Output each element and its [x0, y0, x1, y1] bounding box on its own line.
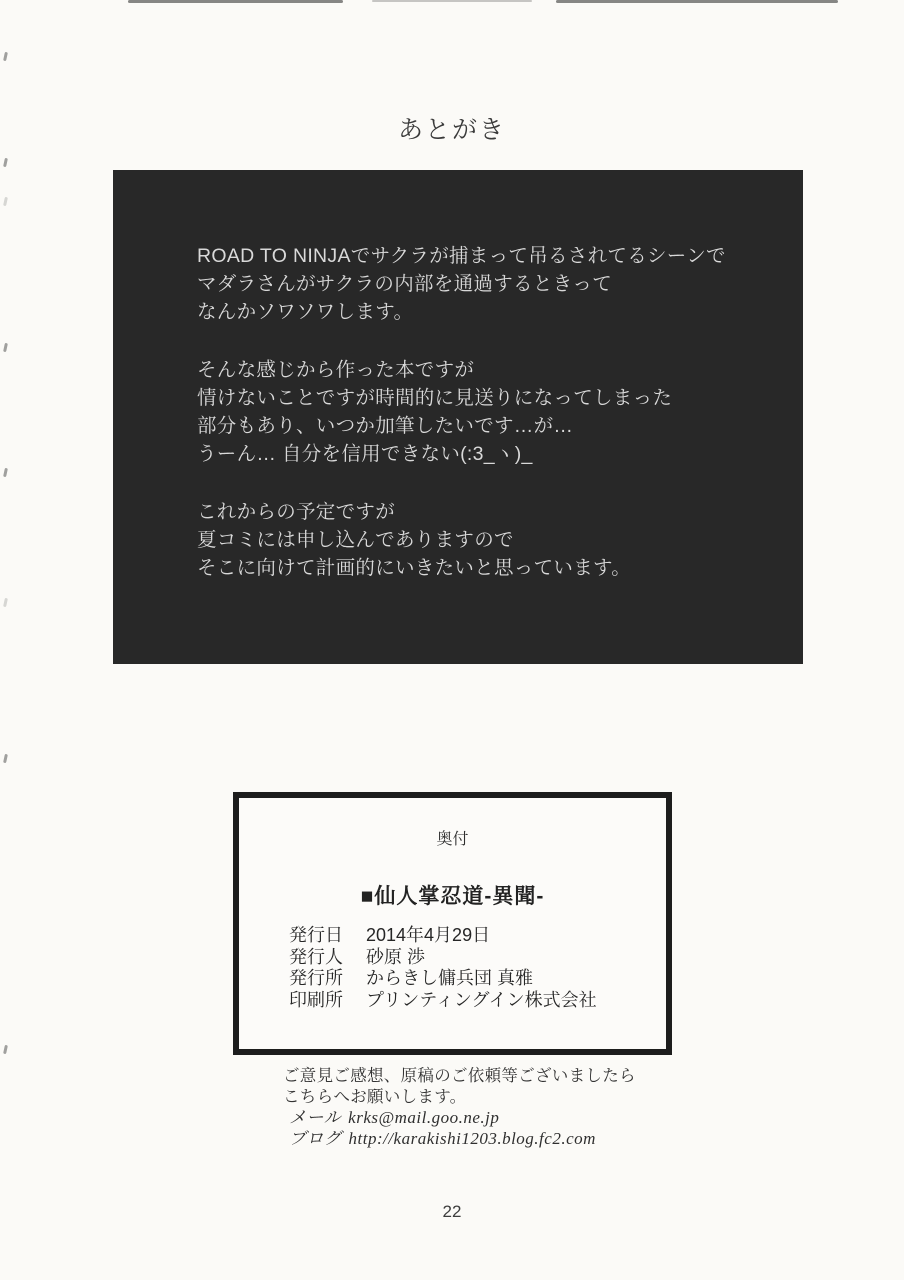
entry-value: からきし傭兵団 真雅: [366, 968, 534, 988]
afterword-paragraph: [197, 356, 775, 468]
scan-speck: [3, 1045, 8, 1054]
afterword-line: うーん… 自分を信用できない(:3_ヽ)_: [197, 443, 533, 465]
scan-artifact-top-line: [372, 0, 532, 2]
entry-label: 発行人: [289, 946, 343, 967]
afterword-line: これからの予定ですが: [197, 501, 396, 523]
colophon-heading: 奥付: [436, 831, 469, 848]
contact-note-line: こちらへお願いします。: [283, 1087, 467, 1106]
mail-label: メール: [289, 1108, 342, 1127]
colophon-entry: [289, 947, 654, 969]
scan-speck: [3, 754, 8, 763]
colophon-entry: [289, 990, 654, 1012]
contact-mail-line: [289, 1108, 636, 1128]
book-title: ■仙人掌忍道-異聞-: [360, 885, 545, 908]
afterword-box: [113, 170, 803, 664]
entry-label: 発行所: [289, 968, 343, 988]
afterword-line: 情けないことですが時間的に見送りになってしまった: [197, 387, 673, 409]
colophon-entries: [289, 925, 654, 1011]
scan-speck: [3, 468, 8, 477]
page-title: あとがき: [397, 116, 506, 144]
afterword-line: そこに向けて計画的にいきたいと思っています。: [197, 557, 632, 579]
entry-label: 印刷所: [289, 989, 343, 1010]
page-number: 22: [442, 1202, 462, 1221]
contact-blog-line: [289, 1129, 636, 1149]
entry-value: 砂原 渉: [366, 946, 426, 967]
contact-note-line: ご意見ご感想、原稿のご依頼等ございましたら: [283, 1067, 636, 1085]
mail-address: krks@mail.goo.ne.jp: [348, 1108, 500, 1127]
afterword-paragraph: [197, 498, 775, 582]
afterword-line: 夏コミには申し込んでありますので: [197, 529, 514, 551]
blog-url: http://karakishi1203.blog.fc2.com: [348, 1129, 596, 1148]
afterword-line: 部分もあり、いつか加筆したいです…が…: [197, 415, 574, 437]
blog-label: ブログ: [289, 1129, 342, 1148]
entry-value: プリンティングイン株式会社: [366, 989, 597, 1010]
entry-value: 2014年4月29日: [366, 925, 491, 945]
scan-artifact-top-line: [556, 0, 838, 3]
colophon-box: [233, 792, 672, 1055]
afterword-line: なんかソワソワします。: [197, 301, 414, 323]
scan-speck: [3, 197, 8, 206]
colophon-entry: [289, 968, 654, 990]
entry-label: 発行日: [289, 925, 343, 945]
scan-artifact-top-line: [128, 0, 343, 3]
scan-speck: [3, 343, 8, 352]
afterword-line: そんな感じから作った本ですが: [197, 359, 475, 381]
colophon-entry: [289, 925, 654, 947]
afterword-line: ROAD TO NINJAでサクラが捕まって吊るされてるシーンで: [197, 245, 726, 267]
scan-speck: [3, 598, 8, 607]
scan-speck: [3, 158, 8, 167]
contact-info: [283, 1066, 636, 1149]
scan-speck: [3, 52, 8, 61]
afterword-paragraph: [197, 242, 775, 326]
afterword-line: マダラさんがサクラの内部を通過するときって: [197, 273, 613, 295]
